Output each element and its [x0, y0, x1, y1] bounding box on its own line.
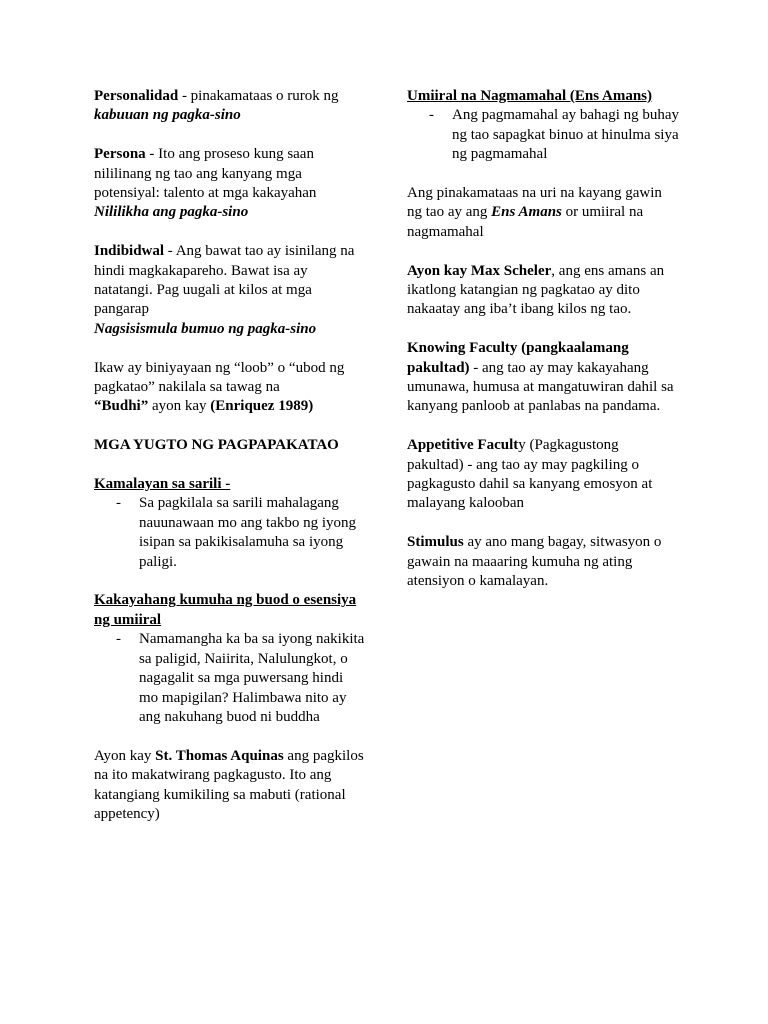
pinakamataas-paragraph: [407, 184, 679, 242]
persona-term: Persona: [94, 146, 146, 163]
appetitive-paragraph: [407, 436, 679, 514]
kamalayan-bullet-text: Sa pagkilala sa sarili mahalagang nauunawaan mo ang takbo ng iyong isipan sa pakikisalamuha sa iyong paligi.: [139, 495, 357, 570]
kamalayan-bullet-dash: -: [116, 495, 121, 512]
kamalayan-bullet: [94, 494, 366, 572]
indibidwal-paragraph: [94, 242, 366, 339]
stimulus-text: ay ano mang bagay, sitwasyon o gawain na maaaring kumuha ng ating atensiyon o kamalayan.: [407, 534, 662, 590]
right-column: [407, 87, 679, 591]
stimulus-paragraph: [407, 533, 679, 591]
umiiral-bullet-text: Ang pagmamahal ay bahagi ng buhay ng tao sapagkat binuo at hinulma siya ng pagmamahal: [452, 107, 680, 163]
enriquez-citation: (Enriquez 1989): [210, 398, 314, 415]
scheler-text: , ang ens amans an ikatlong katangian ng pagkatao ay dito nakaatay ang iba’t ibang kilos ng tao.: [407, 262, 665, 318]
yugto-heading: MGA YUGTO NG PAGPAPAKATAO: [94, 437, 339, 454]
personalidad-italic: kabuuan ng pagka-sino: [94, 107, 241, 124]
scheler-paragraph: [407, 262, 679, 320]
loob-ayon: ayon kay: [148, 398, 211, 415]
indibidwal-italic: Nagsisismula bumuo ng pagka-sino: [94, 320, 317, 337]
umiiral-bullet-dash: -: [429, 107, 434, 124]
persona-italic: Nililikha ang pagka-sino: [94, 204, 249, 221]
stimulus-term: Stimulus: [407, 534, 464, 551]
kakayahan-bullet-dash: -: [116, 631, 121, 648]
knowing-paragraph: [407, 339, 679, 417]
indibidwal-term: Indibidwal: [94, 243, 165, 260]
appetitive-text: (Pagkagustong pakultad) - ang tao ay may pagkiling o pagkagusto dahil sa kanyang emosyon at malayang kalooban: [407, 437, 653, 512]
aquinas-name: St. Thomas Aquinas: [155, 747, 284, 764]
pinakamataas-rest: or umiiral na nagmamahal: [407, 204, 644, 240]
loob-text: Ikaw ay biniyayaan ng “loob” o “ubod ng pagkatao” nakilala sa tawag na: [94, 359, 345, 396]
umiiral-bullet: [407, 106, 679, 164]
kakayahan-bullet-text: Namamangha ka ba sa iyong nakikita sa paligid, Naiirita, Nalulungkot, o nagagalit sa mga puwersang hindi mo mapigilan? Halimbawa nito ay ang nakuhang buod ni buddha: [139, 631, 365, 725]
kakayahan-bullet: [94, 630, 366, 727]
appetitive-y: y: [518, 437, 526, 454]
aquinas-pre: Ayon kay: [94, 747, 156, 764]
personalidad-text: - pinakamataas o rurok ng: [178, 88, 339, 104]
knowing-text: - ang tao ay may kakayahang umunawa, humusa at mangatuwiran dahil sa kanyang panloob at panlabas na pandama.: [407, 359, 674, 415]
ens-amans-term: Ens Amans: [491, 204, 562, 221]
pinakamataas-text: Ang pinakamataas na uri na kayang gawin ng tao ay ang: [407, 185, 662, 221]
indibidwal-text: - Ang bawat tao ay isinilang na hindi magkakapareho. Bawat isa ay natatangi. Pag uugali at kilos at mga pangarap: [94, 243, 355, 318]
budhi-term: “Budhi”: [94, 398, 149, 415]
scheler-name: Ayon kay Max Scheler: [407, 262, 552, 279]
aquinas-paragraph: [94, 747, 366, 825]
persona-text: - Ito ang proseso kung saan nililinang ng tao ang kanyang mga potensiyal: talento at mga kakayahan: [94, 146, 317, 202]
aquinas-text: ang pagkilos na ito makatwirang pagkagusto. Ito ang katangiang kumikiling sa mabuti (rational appetency): [94, 747, 364, 822]
kakayahan-heading: Kakayahang kumuha ng buod o esensiya ng umiiral: [94, 592, 357, 628]
appetitive-term: Appetitive Facult: [407, 437, 519, 454]
umiiral-heading: Umiiral na Nagmamahal (Ens Amans): [407, 88, 653, 104]
kamalayan-heading: Kamalayan sa sarili -: [94, 476, 231, 493]
loob-paragraph: [94, 359, 366, 417]
knowing-term: Knowing Faculty (pangkaalamang pakultad): [407, 340, 629, 376]
personalidad-term: Personalidad: [94, 88, 179, 104]
personalidad-paragraph: [94, 87, 366, 126]
persona-paragraph: [94, 145, 366, 223]
left-column: [94, 87, 366, 824]
